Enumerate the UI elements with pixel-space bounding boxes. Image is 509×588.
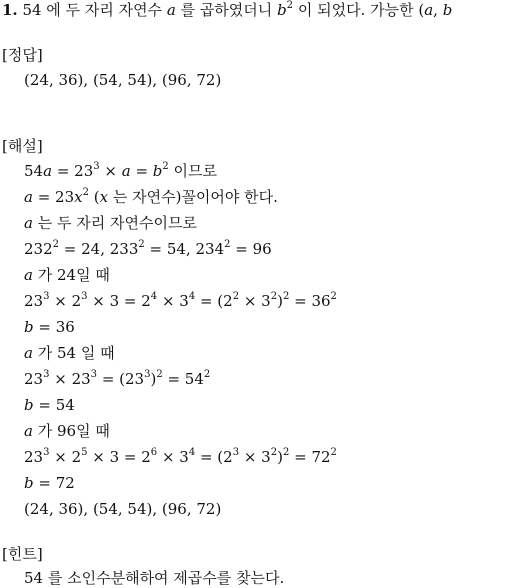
explanation-line: a 가 54 일 때	[24, 344, 115, 362]
problem-text: 54 에 두 자리 자연수	[22, 1, 163, 19]
explanation-line: $23^3 \times 23^3 = (23^3)^2 = 54^2$	[24, 369, 211, 388]
explanation-line: b = 72	[24, 474, 75, 492]
explanation-line: $a = 23x^2$ (x 는 자연수)꼴이어야 한다.	[24, 187, 278, 206]
explanation-label: [해설]	[2, 137, 43, 155]
explanation-line: a 가 24일 때	[24, 266, 110, 284]
exponent: 2	[286, 0, 294, 11]
problem-text: ,	[433, 1, 438, 19]
variable-b: b	[442, 1, 453, 19]
explanation-line: a 가 96일 때	[24, 422, 110, 440]
problem-text: 이 되었다. 가능한 (	[297, 1, 425, 19]
explanation-line: $54a = 23^3 \times a = b^2$ 이므로	[24, 161, 218, 180]
variable-a: a	[166, 1, 176, 19]
explanation-line: a 는 두 자리 자연수이므로	[24, 214, 197, 232]
problem-text: 를 곱하였더니	[180, 1, 273, 19]
explanation-line: b = 36	[24, 318, 75, 336]
problem-statement	[2, 0, 452, 20]
explanation-line: $23^3 \times 2^3 \times 3 = 2^4 \times 3^4 = (2^2 \times 3^2)^2 = 36^2$	[24, 291, 337, 310]
explanation-result: (24, 36), (54, 54), (96, 72)	[24, 500, 222, 518]
hint-text: 54 를 소인수분해하여 제곱수를 찾는다.	[24, 569, 285, 587]
variable-b: b	[277, 1, 287, 19]
explanation-line: $232^2 = 24$, $233^2 = 54$, $234^2 = 96$	[24, 239, 272, 258]
answer-value: (24, 36), (54, 54), (96, 72)	[24, 71, 222, 89]
hint-label: [힌트]	[2, 545, 43, 563]
explanation-line: $23^3 \times 2^5 \times 3 = 2^6 \times 3^4 = (2^3 \times 3^2)^2 = 72^2$	[24, 447, 337, 466]
explanation-line: b = 54	[24, 396, 75, 414]
answer-label: [정답]	[2, 46, 43, 64]
problem-number: 1.	[2, 1, 18, 19]
variable-a: a	[424, 1, 434, 19]
